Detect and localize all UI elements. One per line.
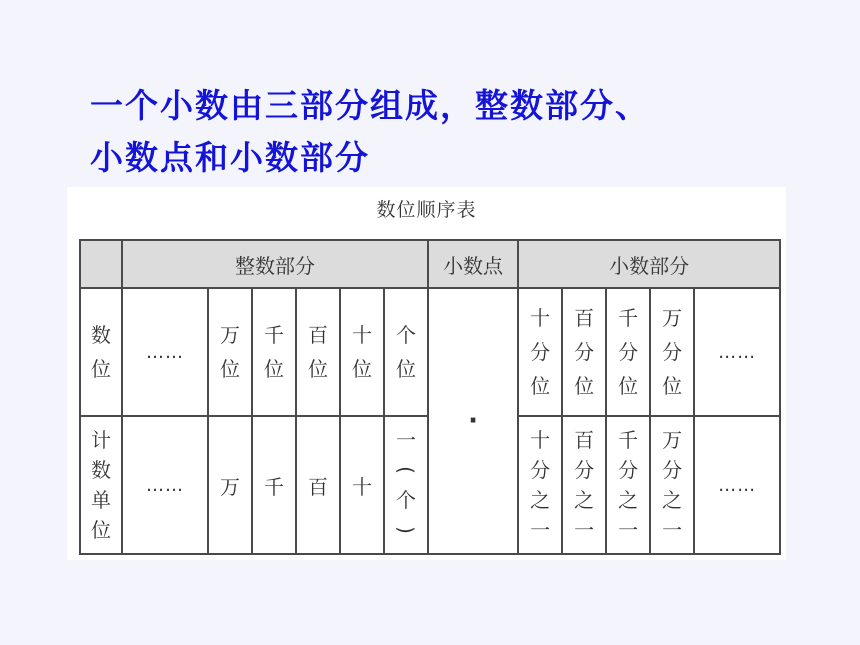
heading-line-1: 一个小数由三部分组成，整数部分、 <box>90 86 650 125</box>
integer-unit-ellipsis: …… <box>122 416 208 554</box>
unit-qian: 千 <box>252 416 296 554</box>
unit-baifenzhiyi: 百 分 之 一 <box>562 416 606 554</box>
decimal-point-header: 小数点 <box>428 240 518 288</box>
row-label-place <box>80 288 122 416</box>
place-value-table <box>79 239 781 555</box>
decimal-point-cell: · <box>428 288 518 554</box>
unit-wan: 万 <box>208 416 252 554</box>
unit-shifenzhiyi: 十 分 之 一 <box>518 416 562 554</box>
place-value-table-image <box>67 187 786 560</box>
place-wanfen: 万 分 位 <box>650 288 694 416</box>
row-label-unit: 计 数 单 位 <box>80 416 122 554</box>
place-baifen: 百 分 位 <box>562 288 606 416</box>
unit-wanfenzhiyi: 万 分 之 一 <box>650 416 694 554</box>
place-wan: 万 位 <box>208 288 252 416</box>
slide-heading <box>90 80 790 184</box>
place-bai: 百 位 <box>296 288 340 416</box>
unit-shi: 十 <box>340 416 384 554</box>
heading-line-2: 小数点和小数部分 <box>90 138 370 177</box>
decimal-part-header: 小数部分 <box>518 240 780 288</box>
place-label-char-1: 数 <box>91 323 111 347</box>
place-row <box>80 288 780 416</box>
unit-bai: 百 <box>296 416 340 554</box>
table-title: 数位顺序表 <box>376 199 477 221</box>
group-header-row <box>80 240 780 288</box>
unit-qianfenzhiyi: 千 分 之 一 <box>606 416 650 554</box>
decimal-ellipsis: …… <box>694 288 780 416</box>
place-shifen: 十 分 位 <box>518 288 562 416</box>
place-qian: 千 位 <box>252 288 296 416</box>
place-qianfen: 千 分 位 <box>606 288 650 416</box>
corner-cell <box>80 240 122 288</box>
integer-part-header: 整数部分 <box>122 240 428 288</box>
unit-yi-ge: 一 ( 个 ) <box>384 416 428 554</box>
place-shi: 十 位 <box>340 288 384 416</box>
decimal-unit-ellipsis: …… <box>694 416 780 554</box>
integer-ellipsis: …… <box>122 288 208 416</box>
place-ge: 个 位 <box>384 288 428 416</box>
place-label-char-2: 位 <box>91 357 111 381</box>
